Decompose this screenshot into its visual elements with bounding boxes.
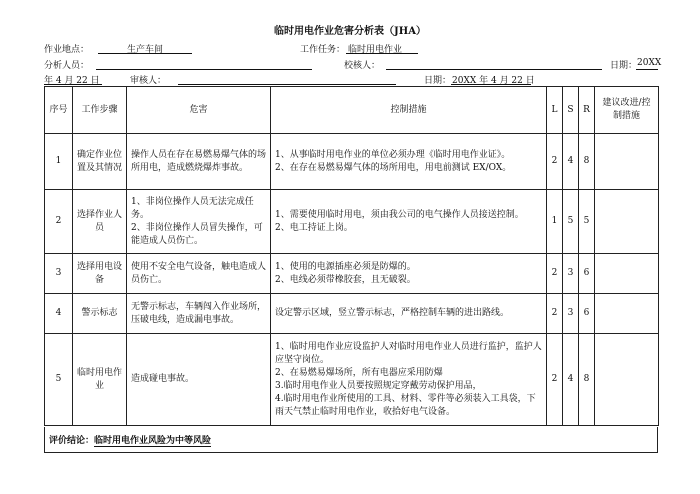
row-s: 5 <box>563 190 579 254</box>
control-item: 1、从事临时用电作业的单位必须办理《临时用电作业证》。 <box>275 149 511 160</box>
table-row <box>45 294 659 334</box>
row-r: 6 <box>579 254 595 294</box>
reviewer-label: 审核人： <box>130 76 167 86</box>
conclusion-label: 评价结论： <box>49 436 95 446</box>
row-step: 警示标志 <box>73 294 127 334</box>
row-hazard: 无警示标志，车辆闯入作业场所，压破电线，造成漏电事故。 <box>127 294 271 334</box>
checker-label: 校核人： <box>344 61 381 71</box>
row-control <box>271 254 547 294</box>
analyst-underline <box>96 69 312 70</box>
task-value: 临时用电作业 <box>348 45 403 55</box>
row-s: 4 <box>563 334 579 426</box>
row-r: 6 <box>579 294 595 334</box>
row-no: 5 <box>45 334 73 426</box>
date-underline-2 <box>451 84 531 85</box>
row-suggest <box>595 254 659 294</box>
date-value-1: 20XX <box>637 58 662 68</box>
date-underline-1 <box>636 69 658 70</box>
control-item: 2、在易燃易爆场所，所有电器应采用防爆 <box>275 367 443 378</box>
row-no: 3 <box>45 254 73 294</box>
row-control <box>271 190 547 254</box>
page-title: 临时用电作业危害分析表（JHA） <box>274 26 426 37</box>
row-r: 8 <box>579 334 595 426</box>
control-item: 1、使用的电源插座必须是防爆的。 <box>275 261 416 272</box>
row-l: 2 <box>547 334 563 426</box>
analyst-label: 分析人员： <box>44 61 90 71</box>
control-item: 2、电线必须带橡胶套，且无破裂。 <box>275 274 416 285</box>
row-l: 2 <box>547 254 563 294</box>
header-l: L <box>547 87 563 134</box>
header-hazard: 危害 <box>127 87 271 134</box>
control-item: 2、在存在易燃易爆气体的场所用电，用电前测试 EX/OX。 <box>275 162 512 173</box>
reviewer-underline <box>178 84 396 85</box>
row-no: 2 <box>45 190 73 254</box>
row-hazard <box>127 190 271 254</box>
row-l: 2 <box>547 294 563 334</box>
task-label: 工作任务： <box>300 45 346 55</box>
header-s: S <box>563 87 579 134</box>
hazard-item: 2、非岗位操作人员冒失操作，可能造成人员伤亡。 <box>131 222 263 246</box>
header-suggest: 建议改进/控制措施 <box>595 87 659 134</box>
control-item: 3.临时用电作业人员要按照规定穿戴劳动保护用品， <box>275 380 482 391</box>
row-control <box>271 134 547 190</box>
row-s: 3 <box>563 254 579 294</box>
table-row <box>45 254 659 294</box>
row-suggest <box>595 294 659 334</box>
date-label-1: 日期： <box>610 61 638 71</box>
header-row <box>45 87 659 134</box>
row-step: 选择作业人员 <box>73 190 127 254</box>
row-l: 1 <box>547 190 563 254</box>
date-continued: 年 4 月 22 日 <box>44 76 100 86</box>
row-suggest <box>595 334 659 426</box>
control-item: 2、电工持证上岗。 <box>275 222 353 233</box>
header-step: 工作步骤 <box>73 87 127 134</box>
row-l: 2 <box>547 134 563 190</box>
table-row <box>45 334 659 426</box>
row-hazard: 操作人员在存在易燃易爆气体的场所用电，造成燃烧爆炸事故。 <box>127 134 271 190</box>
row-s: 3 <box>563 294 579 334</box>
row-suggest <box>595 190 659 254</box>
row-step: 临时用电作业 <box>73 334 127 426</box>
row-no: 4 <box>45 294 73 334</box>
date-cont-underline <box>44 84 102 85</box>
header-no: 序号 <box>45 87 73 134</box>
location-underline <box>98 53 192 54</box>
hazard-item: 1、非岗位操作人员无法完成任务。 <box>131 196 254 220</box>
conclusion-value: 临时用电作业风险为中等风险 <box>94 436 212 446</box>
row-control <box>271 334 547 426</box>
date-value-2: 20XX 年 4 月 22 日 <box>452 76 535 86</box>
checker-underline <box>386 69 602 70</box>
location-value: 生产车间 <box>126 45 163 55</box>
row-r: 5 <box>579 190 595 254</box>
row-r: 8 <box>579 134 595 190</box>
location-label: 作业地点： <box>44 45 90 55</box>
control-item: 1、临时用电作业应设监护人对临时用电作业人员进行监护，监护人应坚守岗位。 <box>275 341 542 365</box>
header-r: R <box>579 87 595 134</box>
row-step: 选择用电设备 <box>73 254 127 294</box>
header-control: 控制措施 <box>271 87 547 134</box>
row-s: 4 <box>563 134 579 190</box>
row-no: 1 <box>45 134 73 190</box>
row-hazard: 造成碰电事故。 <box>127 334 271 426</box>
jha-table <box>44 86 659 426</box>
table-row <box>45 190 659 254</box>
conclusion-row <box>44 427 658 453</box>
table-row <box>45 134 659 190</box>
row-control: 设定警示区域，竖立警示标志，严格控制车辆的进出路线。 <box>271 294 547 334</box>
task-underline <box>346 53 418 54</box>
row-hazard: 使用不安全电气设备，触电造成人员伤亡。 <box>127 254 271 294</box>
date-label-2: 日期： <box>424 76 452 86</box>
row-step: 确定作业位置及其情况 <box>73 134 127 190</box>
row-suggest <box>595 134 659 190</box>
control-item: 4.临时用电作业所使用的工具、材料、零件等必须装入工具袋，下雨天气禁止临时用电作业，收拾好电气设备。 <box>275 393 536 417</box>
control-item: 1、需要使用临时用电，须由我公司的电气操作人员接送控制。 <box>275 209 524 220</box>
